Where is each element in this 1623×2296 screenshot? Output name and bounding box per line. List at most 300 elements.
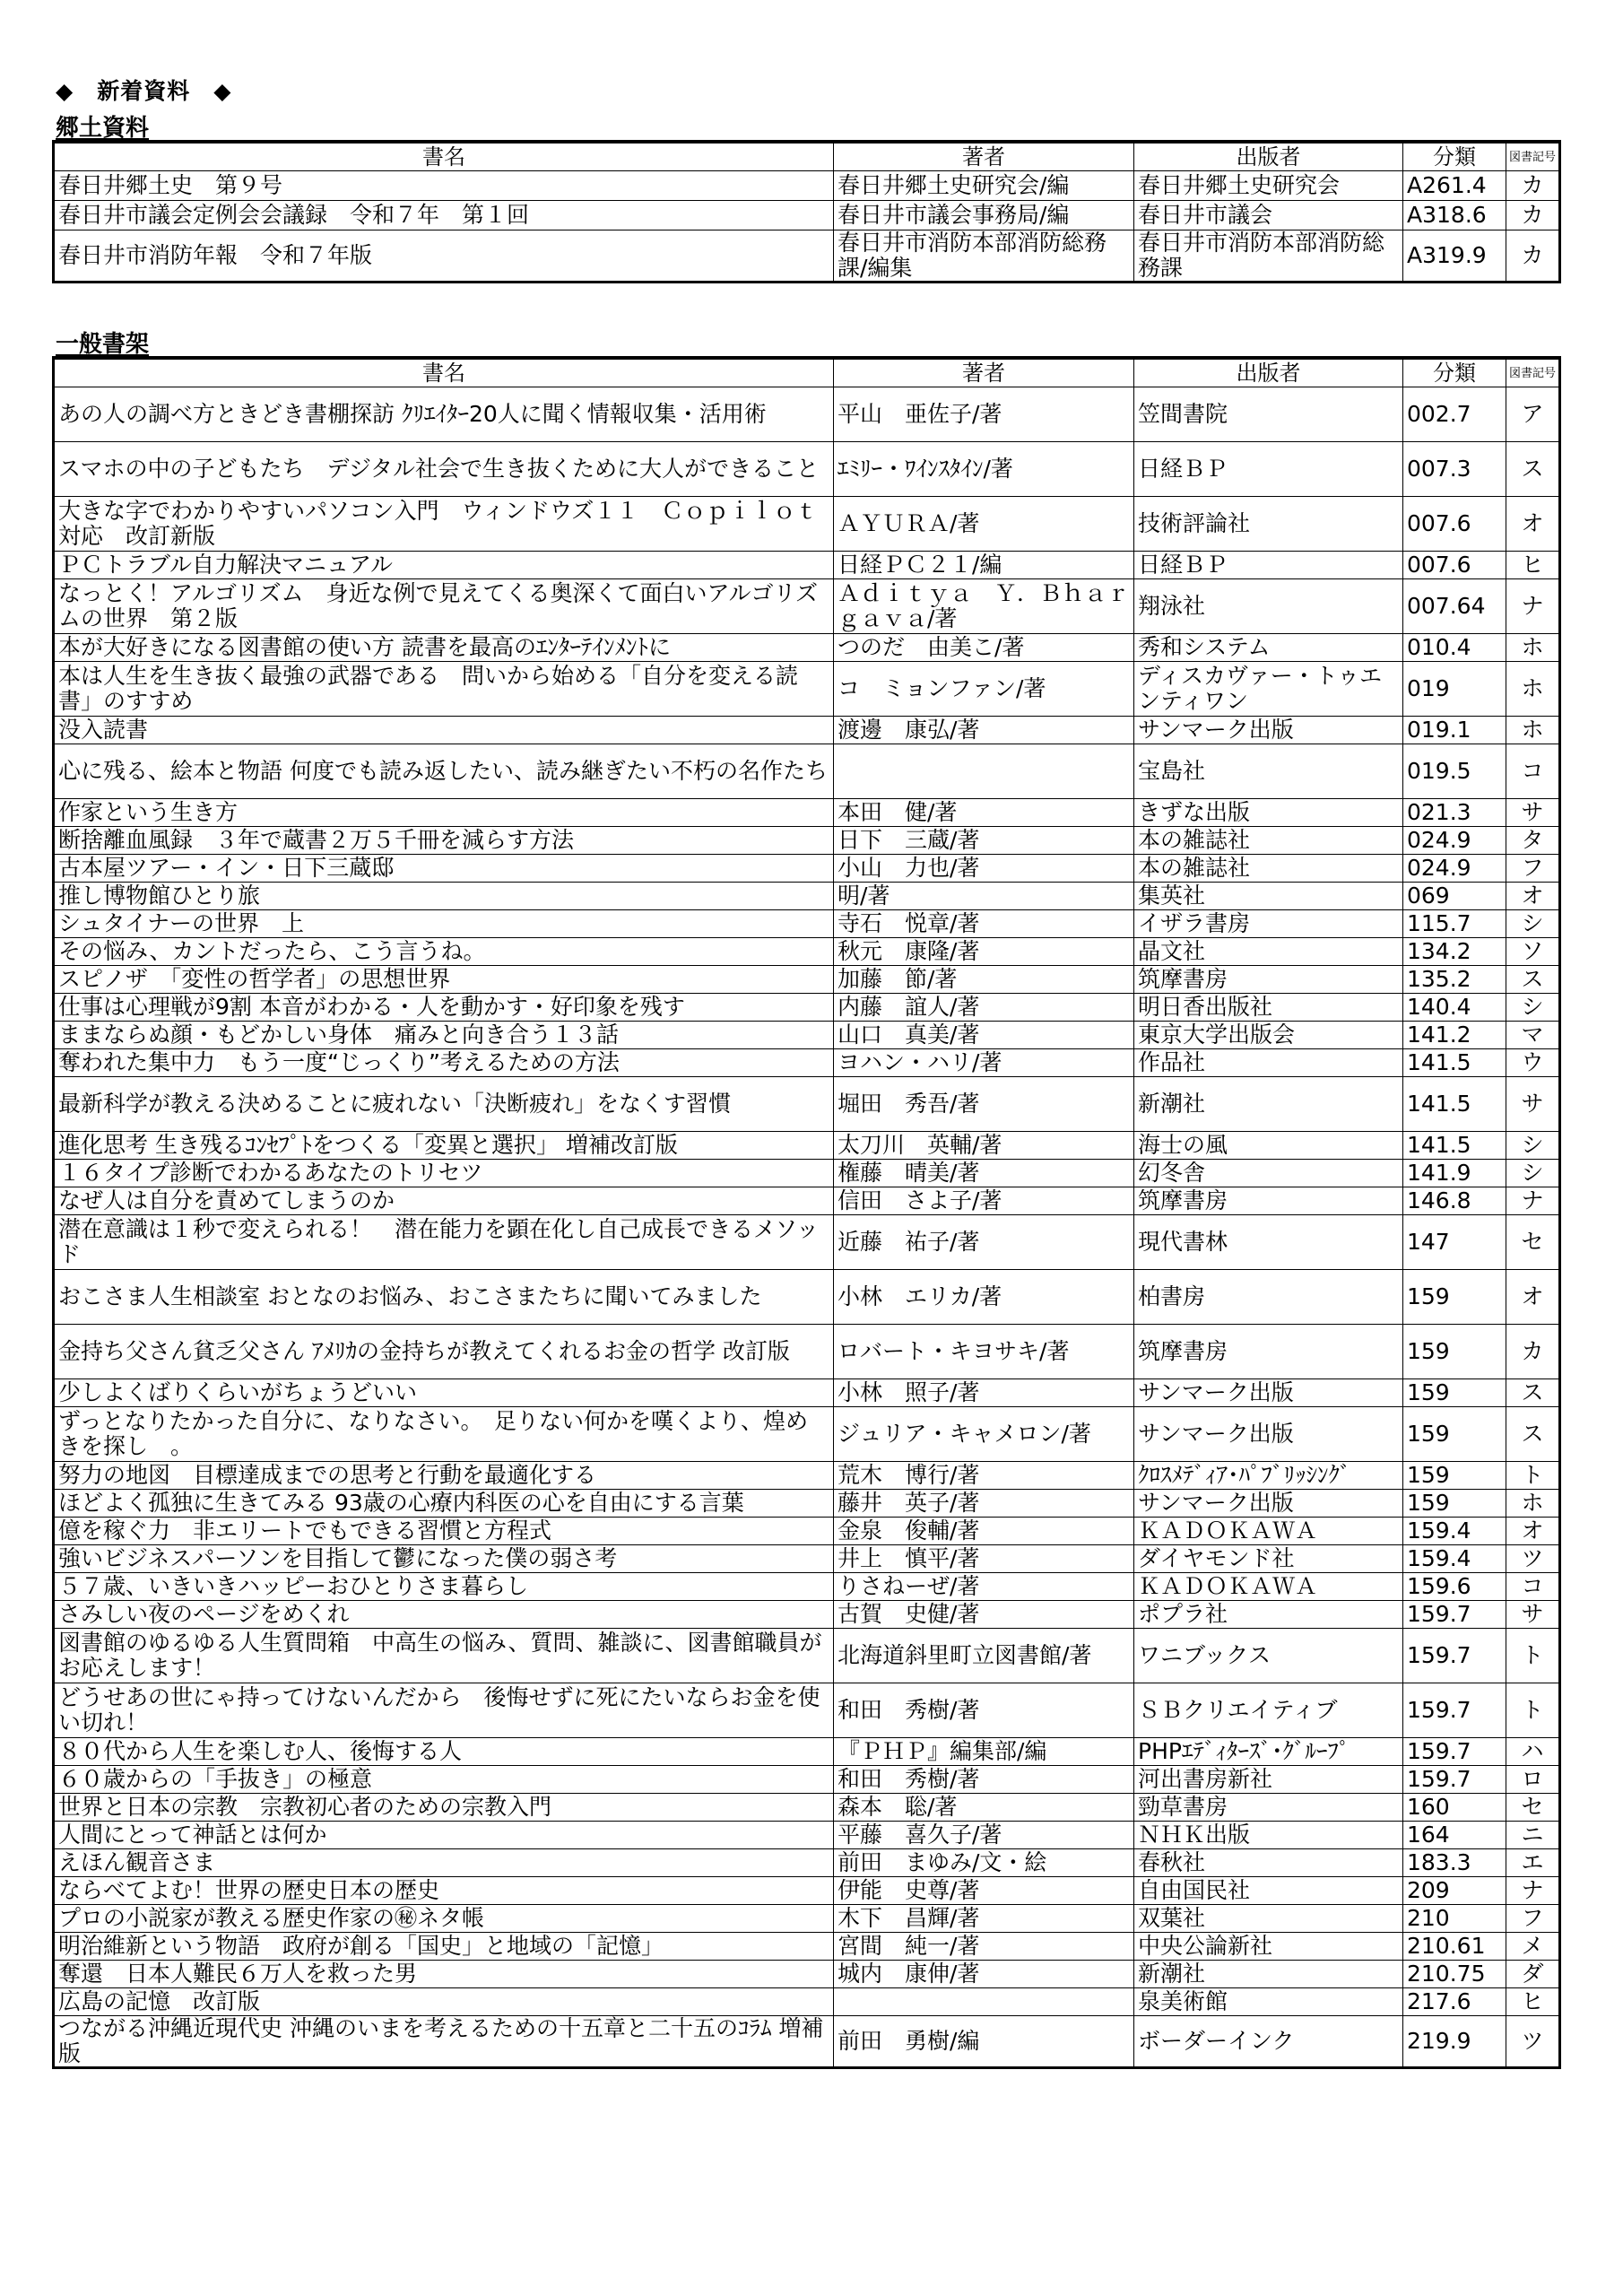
book-code: ソ [1506, 938, 1560, 966]
book-title: なぜ人は自分を責めてしまうのか [54, 1187, 834, 1215]
table-row [54, 1738, 1560, 1766]
book-author: 前田 勇樹/編 [834, 2016, 1134, 2068]
table-row [54, 1849, 1560, 1877]
book-title: 春日井市消防年報 令和７年版 [54, 230, 834, 283]
book-title: シュタイナーの世界 上 [54, 910, 834, 938]
book-publisher: サンマーク出版 [1134, 1379, 1403, 1407]
book-class: 019.1 [1403, 717, 1506, 744]
book-publisher: ＫＡＤＯＫＡＷＡ [1134, 1573, 1403, 1601]
book-class: 007.3 [1403, 442, 1506, 497]
book-code: メ [1506, 1933, 1560, 1961]
book-class: 135.2 [1403, 966, 1506, 994]
book-title: 広島の記憶 改訂版 [54, 1988, 834, 2016]
header-author: 著者 [834, 358, 1134, 387]
book-title: 断捨離血風録 ３年で蔵書２万５千冊を減らす方法 [54, 827, 834, 855]
book-class: A319.9 [1403, 230, 1506, 283]
book-code: ホ [1506, 1490, 1560, 1518]
book-publisher: サンマーク出版 [1134, 1407, 1403, 1462]
book-author: 近藤 祐子/著 [834, 1215, 1134, 1270]
book-publisher: 現代書林 [1134, 1215, 1403, 1270]
book-class: A261.4 [1403, 171, 1506, 201]
book-class: A318.6 [1403, 201, 1506, 230]
book-class: 002.7 [1403, 387, 1506, 442]
book-author: 太刀川 英輔/著 [834, 1132, 1134, 1160]
book-code: フ [1506, 855, 1560, 883]
local-header-row [54, 142, 1560, 171]
table-row [54, 1049, 1560, 1077]
table-row [54, 1933, 1560, 1961]
book-title: 明治維新という物語 政府が創る「国史」と地域の「記憶」 [54, 1933, 834, 1961]
table-row [54, 1988, 1560, 2016]
book-class: 007.6 [1403, 497, 1506, 552]
table-row [54, 579, 1560, 634]
table-row [54, 855, 1560, 883]
book-class: 159.7 [1403, 1766, 1506, 1794]
book-publisher: 春秋社 [1134, 1849, 1403, 1877]
book-publisher: ｸﾛｽﾒﾃﾞｨｱ･ﾊﾟﾌﾞﾘｯｼﾝｸﾞ [1134, 1462, 1403, 1490]
table-row [54, 662, 1560, 717]
table-row [54, 1601, 1560, 1629]
book-code: ト [1506, 1462, 1560, 1490]
book-title: 潜在意識は１秒で変えられる！ 潜在能力を顕在化し自己成長できるメソッド [54, 1215, 834, 1270]
book-class: 007.6 [1403, 552, 1506, 579]
book-author: 春日井郷土史研究会/編 [834, 171, 1134, 201]
book-code: サ [1506, 1601, 1560, 1629]
book-publisher: ワニブックス [1134, 1629, 1403, 1683]
book-class: 141.5 [1403, 1132, 1506, 1160]
book-class: 134.2 [1403, 938, 1506, 966]
book-code: サ [1506, 1077, 1560, 1132]
header-title: 書名 [54, 358, 834, 387]
book-class: 141.2 [1403, 1022, 1506, 1049]
book-title: 進化思考 生き残るｺﾝｾﾌﾟﾄをつくる「変異と選択」 増補改訂版 [54, 1132, 834, 1160]
table-row [54, 2016, 1560, 2068]
table-row [54, 171, 1560, 201]
book-class: 141.5 [1403, 1049, 1506, 1077]
header-code: 図書記号 [1506, 142, 1560, 171]
table-row [54, 1215, 1560, 1270]
table-row [54, 1518, 1560, 1545]
book-code: ホ [1506, 662, 1560, 717]
book-code: ロ [1506, 1766, 1560, 1794]
table-row [54, 1683, 1560, 1738]
book-author: 春日井市消防本部消防総務課/編集 [834, 230, 1134, 283]
book-class: 219.9 [1403, 2016, 1506, 2068]
book-title: さみしい夜のページをめくれ [54, 1601, 834, 1629]
book-author: 古賀 史健/著 [834, 1601, 1134, 1629]
book-author: 本田 健/著 [834, 799, 1134, 827]
book-author: ジュリア・キャメロン/著 [834, 1407, 1134, 1462]
table-row [54, 1766, 1560, 1794]
book-author [834, 1988, 1134, 2016]
header-title: 書名 [54, 142, 834, 171]
book-publisher: 自由国民社 [1134, 1877, 1403, 1905]
book-publisher: ボーダーインク [1134, 2016, 1403, 2068]
book-publisher: 春日井市消防本部消防総務課 [1134, 230, 1403, 283]
book-author: 城内 康伸/著 [834, 1961, 1134, 1988]
book-title: プロの小説家が教える歴史作家の㊙ネタ帳 [54, 1905, 834, 1933]
book-code: シ [1506, 1160, 1560, 1187]
book-publisher: ポプラ社 [1134, 1601, 1403, 1629]
table-row [54, 442, 1560, 497]
book-publisher: PHPｴﾃﾞｨﾀｰｽﾞ･ｸﾞﾙｰﾌﾟ [1134, 1738, 1403, 1766]
table-row [54, 744, 1560, 799]
book-code: ニ [1506, 1822, 1560, 1849]
table-row [54, 938, 1560, 966]
book-title: 古本屋ツアー・イン・日下三蔵邸 [54, 855, 834, 883]
book-publisher: 泉美術館 [1134, 1988, 1403, 2016]
book-title: 強いビジネスパーソンを目指して鬱になった僕の弱さ考 [54, 1545, 834, 1573]
book-class: 021.3 [1403, 799, 1506, 827]
book-class: 217.6 [1403, 1988, 1506, 2016]
book-title: １６タイプ診断でわかるあなたのトリセツ [54, 1160, 834, 1187]
book-title: ８０代から人生を楽しむ人、後悔する人 [54, 1738, 834, 1766]
book-title: 春日井郷土史 第９号 [54, 171, 834, 201]
book-class: 183.3 [1403, 1849, 1506, 1877]
book-class: 159 [1403, 1462, 1506, 1490]
book-publisher: ＮＨＫ出版 [1134, 1822, 1403, 1849]
book-author: 寺石 悦章/著 [834, 910, 1134, 938]
book-publisher: 日経ＢＰ [1134, 442, 1403, 497]
book-publisher: 海士の風 [1134, 1132, 1403, 1160]
table-row [54, 1545, 1560, 1573]
book-author: 伊能 史尊/著 [834, 1877, 1134, 1905]
book-class: 019 [1403, 662, 1506, 717]
table-row [54, 1490, 1560, 1518]
book-code: ダ [1506, 1961, 1560, 1988]
book-class: 140.4 [1403, 994, 1506, 1022]
book-author: ヨハン・ハリ/著 [834, 1049, 1134, 1077]
book-publisher: 春日井郷土史研究会 [1134, 171, 1403, 201]
book-author: 権藤 晴美/著 [834, 1160, 1134, 1187]
book-publisher: 日経ＢＰ [1134, 552, 1403, 579]
table-row [54, 1077, 1560, 1132]
table-row [54, 1573, 1560, 1601]
book-code: ナ [1506, 1187, 1560, 1215]
table-row [54, 230, 1560, 283]
book-title: 最新科学が教える決めることに疲れない「決断疲れ」をなくす習慣 [54, 1077, 834, 1132]
book-publisher: 本の雑誌社 [1134, 855, 1403, 883]
book-class: 159.7 [1403, 1629, 1506, 1683]
book-code: カ [1506, 171, 1560, 201]
book-code: オ [1506, 497, 1560, 552]
book-title: えほん観音さま [54, 1849, 834, 1877]
book-class: 159.7 [1403, 1738, 1506, 1766]
book-author: 和田 秀樹/著 [834, 1683, 1134, 1738]
book-class: 210 [1403, 1905, 1506, 1933]
book-title: ＰＣトラブル自力解決マニュアル [54, 552, 834, 579]
book-publisher: きずな出版 [1134, 799, 1403, 827]
book-publisher: 河出書房新社 [1134, 1766, 1403, 1794]
book-code: ホ [1506, 717, 1560, 744]
book-class: 024.9 [1403, 855, 1506, 883]
table-row [54, 799, 1560, 827]
book-code: ナ [1506, 1877, 1560, 1905]
local-table [52, 140, 1561, 283]
book-code: ス [1506, 966, 1560, 994]
book-publisher: ＳＢクリエイティブ [1134, 1683, 1403, 1738]
book-class: 159.4 [1403, 1518, 1506, 1545]
book-author: 小林 照子/著 [834, 1379, 1134, 1407]
book-code: オ [1506, 1270, 1560, 1325]
book-publisher: 明日香出版社 [1134, 994, 1403, 1022]
book-publisher: 秀和システム [1134, 634, 1403, 662]
book-author: 北海道斜里町立図書館/著 [834, 1629, 1134, 1683]
table-row [54, 1794, 1560, 1822]
book-class: 146.8 [1403, 1187, 1506, 1215]
book-title: 億を稼ぐ力 非エリートでもできる習慣と方程式 [54, 1518, 834, 1545]
book-code: カ [1506, 1325, 1560, 1379]
book-title: 本が大好きになる図書館の使い方 読書を最高のｴﾝﾀｰﾃｲﾝﾒﾝﾄに [54, 634, 834, 662]
book-code: オ [1506, 883, 1560, 910]
book-class: 159 [1403, 1325, 1506, 1379]
book-title: 仕事は心理戦が9割 本音がわかる・人を動かす・好印象を残す [54, 994, 834, 1022]
book-title: ずっとなりたかった自分に、なりなさい。 足りない何かを嘆くより、煌めきを探し 。 [54, 1407, 834, 1462]
book-author: ロバート・キヨサキ/著 [834, 1325, 1134, 1379]
book-author: 加藤 節/著 [834, 966, 1134, 994]
book-code: カ [1506, 201, 1560, 230]
book-class: 024.9 [1403, 827, 1506, 855]
book-title: 奪われた集中力 もう一度“じっくり”考えるための方法 [54, 1049, 834, 1077]
book-title: ５７歳、いきいきハッピーおひとりさま暮らし [54, 1573, 834, 1601]
book-publisher: 中央公論新社 [1134, 1933, 1403, 1961]
book-title: 金持ち父さん貧乏父さん ｱﾒﾘｶの金持ちが教えてくれるお金の哲学 改訂版 [54, 1325, 834, 1379]
table-row [54, 497, 1560, 552]
book-class: 159 [1403, 1490, 1506, 1518]
book-publisher: 東京大学出版会 [1134, 1022, 1403, 1049]
book-publisher: 集英社 [1134, 883, 1403, 910]
book-code: カ [1506, 230, 1560, 283]
book-author: 和田 秀樹/著 [834, 1766, 1134, 1794]
book-author: 荒木 博行/著 [834, 1462, 1134, 1490]
book-code: ヒ [1506, 1988, 1560, 2016]
book-title: ままならぬ顔・もどかしい身体 痛みと向き合う１３話 [54, 1022, 834, 1049]
book-author: つのだ 由美こ/著 [834, 634, 1134, 662]
book-author: 平藤 喜久子/著 [834, 1822, 1134, 1849]
book-code: セ [1506, 1794, 1560, 1822]
book-author: りさねーぜ/著 [834, 1573, 1134, 1601]
table-row [54, 994, 1560, 1022]
book-publisher: 新潮社 [1134, 1077, 1403, 1132]
book-publisher: 晶文社 [1134, 938, 1403, 966]
book-class: 159.7 [1403, 1683, 1506, 1738]
book-class: 210.75 [1403, 1961, 1506, 1988]
table-row [54, 966, 1560, 994]
book-publisher: 作品社 [1134, 1049, 1403, 1077]
book-title: あの人の調べ方ときどき書棚探訪 ｸﾘｴｲﾀｰ20人に聞く情報収集・活用術 [54, 387, 834, 442]
book-title: 世界と日本の宗教 宗教初心者のための宗教入門 [54, 1794, 834, 1822]
table-row [54, 1132, 1560, 1160]
local-table-body [54, 171, 1560, 283]
book-title: 奪還 日本人難民６万人を救った男 [54, 1961, 834, 1988]
book-code: エ [1506, 1849, 1560, 1877]
book-class: 147 [1403, 1215, 1506, 1270]
book-title: 努力の地図 目標達成までの思考と行動を最適化する [54, 1462, 834, 1490]
book-author: 渡邊 康弘/著 [834, 717, 1134, 744]
book-title: 推し博物館ひとり旅 [54, 883, 834, 910]
book-publisher: ＫＡＤＯＫＡＷＡ [1134, 1518, 1403, 1545]
book-class: 141.5 [1403, 1077, 1506, 1132]
table-row [54, 883, 1560, 910]
book-code: ツ [1506, 2016, 1560, 2068]
book-code: ホ [1506, 634, 1560, 662]
book-title: ならべてよむ！世界の歴史日本の歴史 [54, 1877, 834, 1905]
table-row [54, 1877, 1560, 1905]
general-table-wrapper [52, 356, 1558, 2069]
header-publisher: 出版者 [1134, 142, 1403, 171]
book-title: ほどよく孤独に生きてみる 93歳の心療内科医の心を自由にする言葉 [54, 1490, 834, 1518]
book-author: 宮間 純一/著 [834, 1933, 1134, 1961]
book-author: 平山 亜佐子/著 [834, 387, 1134, 442]
book-author: 信田 さよ子/著 [834, 1187, 1134, 1215]
book-title: 本は人生を生き抜く最強の武器である 問いから始める「自分を変える読書」のすすめ [54, 662, 834, 717]
book-author: 春日井市議会事務局/編 [834, 201, 1134, 230]
book-publisher: 筑摩書房 [1134, 1325, 1403, 1379]
book-publisher: 本の雑誌社 [1134, 827, 1403, 855]
general-header-row [54, 358, 1560, 387]
book-author: Ａｄｉｔｙａ Ｙ．Ｂｈａｒｇａｖａ/著 [834, 579, 1134, 634]
table-row [54, 1270, 1560, 1325]
general-table-body [54, 387, 1560, 2068]
table-row [54, 1325, 1560, 1379]
table-row [54, 1905, 1560, 1933]
book-publisher: 筑摩書房 [1134, 966, 1403, 994]
page-title: ◆ 新着資料 ◆ [56, 78, 232, 104]
book-title: 人間にとって神話とは何か [54, 1822, 834, 1849]
book-author: 井上 慎平/著 [834, 1545, 1134, 1573]
book-author: 木下 昌輝/著 [834, 1905, 1134, 1933]
book-code: ナ [1506, 579, 1560, 634]
book-class: 069 [1403, 883, 1506, 910]
table-row [54, 1407, 1560, 1462]
book-publisher: 双葉社 [1134, 1905, 1403, 1933]
book-code: シ [1506, 910, 1560, 938]
book-author: コ ミョンファン/著 [834, 662, 1134, 717]
book-code: ツ [1506, 1545, 1560, 1573]
header-class: 分類 [1403, 142, 1506, 171]
book-publisher: 柏書房 [1134, 1270, 1403, 1325]
book-author: 『ＰＨＰ』編集部/編 [834, 1738, 1134, 1766]
table-row [54, 634, 1560, 662]
book-code: シ [1506, 994, 1560, 1022]
book-class: 209 [1403, 1877, 1506, 1905]
book-title: スピノザ 「変性の哲学者」の思想世界 [54, 966, 834, 994]
book-code: タ [1506, 827, 1560, 855]
book-title: おこさま人生相談室 おとなのお悩み、おこさまたちに聞いてみました [54, 1270, 834, 1325]
book-class: 010.4 [1403, 634, 1506, 662]
book-author [834, 744, 1134, 799]
book-class: 210.61 [1403, 1933, 1506, 1961]
book-code: ハ [1506, 1738, 1560, 1766]
table-row [54, 1961, 1560, 1988]
book-class: 159 [1403, 1407, 1506, 1462]
book-publisher: 技術評論社 [1134, 497, 1403, 552]
book-publisher: 新潮社 [1134, 1961, 1403, 1988]
local-table-wrapper [52, 140, 1558, 283]
book-code: サ [1506, 799, 1560, 827]
table-row [54, 1022, 1560, 1049]
table-row [54, 1629, 1560, 1683]
book-code: マ [1506, 1022, 1560, 1049]
book-publisher: 筑摩書房 [1134, 1187, 1403, 1215]
book-title: スマホの中の子どもたち デジタル社会で生き抜くために大人ができること [54, 442, 834, 497]
book-code: ト [1506, 1683, 1560, 1738]
book-code: ス [1506, 1379, 1560, 1407]
book-title: 心に残る、絵本と物語 何度でも読み返したい、読み継ぎたい不朽の名作たち [54, 744, 834, 799]
book-publisher: 宝島社 [1134, 744, 1403, 799]
table-row [54, 910, 1560, 938]
table-row [54, 387, 1560, 442]
book-title: ６０歳からの「手抜き」の極意 [54, 1766, 834, 1794]
book-code: ス [1506, 1407, 1560, 1462]
book-publisher: 勁草書房 [1134, 1794, 1403, 1822]
book-class: 019.5 [1403, 744, 1506, 799]
book-publisher: 春日井市議会 [1134, 201, 1403, 230]
book-publisher: 翔泳社 [1134, 579, 1403, 634]
book-title: 図書館のゆるゆる人生質問箱 中高生の悩み、質問、雑談に、図書館職員がお応えします！ [54, 1629, 834, 1683]
book-class: 159.4 [1403, 1545, 1506, 1573]
local-section-title: 郷土資料 [56, 115, 150, 142]
table-row [54, 1187, 1560, 1215]
book-code: コ [1506, 744, 1560, 799]
table-row [54, 717, 1560, 744]
book-author: ＡＹＵＲＡ/著 [834, 497, 1134, 552]
header-class: 分類 [1403, 358, 1506, 387]
book-publisher: 笠間書院 [1134, 387, 1403, 442]
book-author: 日経ＰＣ２１/編 [834, 552, 1134, 579]
book-title: 少しよくばりくらいがちょうどいい [54, 1379, 834, 1407]
book-code: ウ [1506, 1049, 1560, 1077]
book-author: 内藤 誼人/著 [834, 994, 1134, 1022]
header-code: 図書記号 [1506, 358, 1560, 387]
book-code: オ [1506, 1518, 1560, 1545]
book-publisher: イザラ書房 [1134, 910, 1403, 938]
book-author: 山口 真美/著 [834, 1022, 1134, 1049]
table-row [54, 552, 1560, 579]
book-code: ス [1506, 442, 1560, 497]
book-author: ｴﾐﾘｰ・ﾜｲﾝｽﾀｲﾝ/著 [834, 442, 1134, 497]
book-publisher: サンマーク出版 [1134, 1490, 1403, 1518]
book-code: セ [1506, 1215, 1560, 1270]
book-class: 159.6 [1403, 1573, 1506, 1601]
book-author: 小林 エリカ/著 [834, 1270, 1134, 1325]
book-title: 大きな字でわかりやすいパソコン入門 ウィンドウズ１１ Ｃｏｐｉｌｏｔ対応 改訂新版 [54, 497, 834, 552]
book-title: 没入読書 [54, 717, 834, 744]
book-publisher: 幻冬舎 [1134, 1160, 1403, 1187]
general-table [52, 356, 1561, 2069]
book-class: 159 [1403, 1270, 1506, 1325]
book-class: 160 [1403, 1794, 1506, 1822]
book-title: つながる沖縄近現代史 沖縄のいまを考えるための十五章と二十五のｺﾗﾑ 増補版 [54, 2016, 834, 2068]
book-class: 164 [1403, 1822, 1506, 1849]
book-author: 藤井 英子/著 [834, 1490, 1134, 1518]
book-title: その悩み、カントだったら、こう言うね。 [54, 938, 834, 966]
book-author: 日下 三蔵/著 [834, 827, 1134, 855]
book-title: どうせあの世にゃ持ってけないんだから 後悔せずに死にたいならお金を使い切れ！ [54, 1683, 834, 1738]
book-class: 141.9 [1403, 1160, 1506, 1187]
table-row [54, 827, 1560, 855]
book-author: 森本 聡/著 [834, 1794, 1134, 1822]
table-row [54, 1822, 1560, 1849]
book-class: 115.7 [1403, 910, 1506, 938]
book-class: 159 [1403, 1379, 1506, 1407]
book-code: コ [1506, 1573, 1560, 1601]
book-author: 明/著 [834, 883, 1134, 910]
table-row [54, 1160, 1560, 1187]
book-author: 前田 まゆみ/文・絵 [834, 1849, 1134, 1877]
table-row [54, 1462, 1560, 1490]
general-section-title: 一般書架 [56, 331, 150, 358]
